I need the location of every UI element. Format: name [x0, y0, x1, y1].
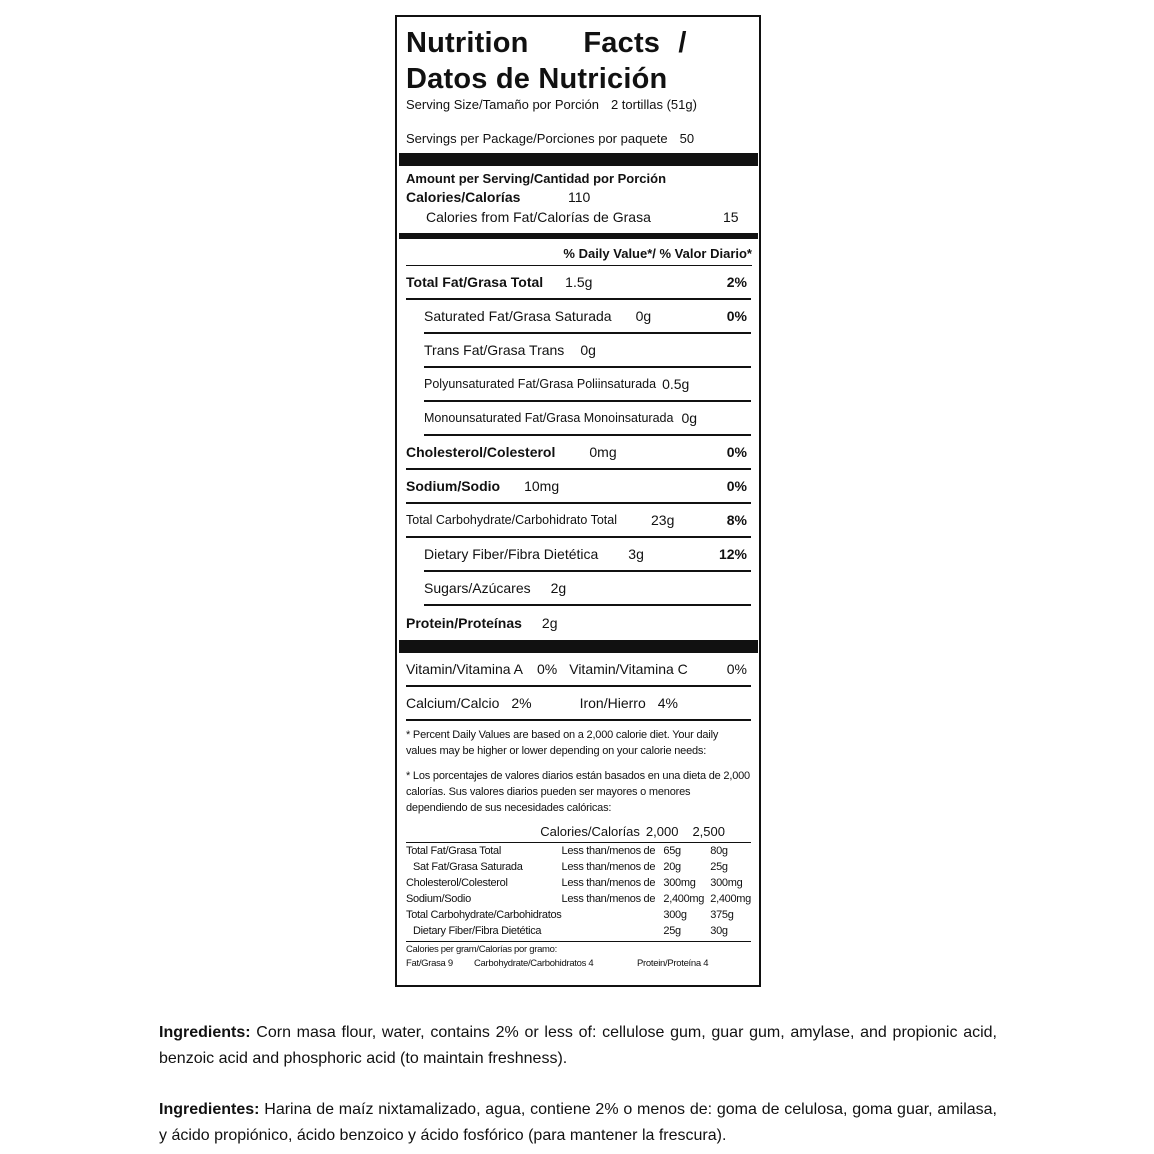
serving-size-value: 2 tortillas (51g): [610, 97, 697, 112]
cholesterol-row: [406, 436, 751, 470]
trans-fat-amount: 0g: [580, 342, 596, 358]
dv-row-qualifier: Less than/menos de: [561, 861, 656, 873]
dv-row-2500: 25g: [710, 861, 728, 873]
total-fat-label: Total Fat/Grasa Total: [406, 274, 544, 290]
iron-label: Iron/Hierro: [579, 695, 646, 711]
dv-table-row: [406, 875, 751, 891]
dv-table-row: [406, 907, 751, 923]
dv-row-name: Dietary Fiber/Fibra Dietética: [413, 925, 542, 937]
dv-row-2500: 30g: [710, 925, 728, 937]
polyunsaturated-fat-label: Polyunsaturated Fat/Grasa Poliinsaturada: [424, 377, 657, 391]
title-line-2: Datos de Nutrición: [406, 63, 668, 95]
dv-row-name: Sat Fat/Grasa Saturada: [413, 861, 523, 873]
servings-per-package: [406, 131, 751, 147]
dietary-fiber-pct: 12%: [718, 546, 747, 562]
ingredients-spanish-text: Harina de maíz nixtamalizado, agua, contiene 2% o menos de: goma de celulosa, goma guar, amilasa, y ácido propiónico, ácido benzoico y ácido fosfórico (para mantener la frescura).: [159, 1101, 997, 1144]
dv-row-qualifier: Less than/menos de: [561, 893, 656, 905]
daily-value-table: [406, 843, 751, 939]
monounsaturated-fat-amount: 0g: [681, 410, 698, 426]
sodium-label: Sodium/Sodio: [406, 478, 501, 494]
dv-row-qualifier: [562, 923, 664, 939]
sodium-row: [406, 470, 751, 504]
monounsaturated-fat-label: Monounsaturated Fat/Grasa Monoinsaturada: [424, 411, 674, 425]
trans-fat-row: [424, 334, 751, 368]
vitamin-row: [406, 653, 751, 687]
dv-table-header: [406, 824, 751, 843]
vitamin-a-value: 0%: [537, 661, 558, 677]
footnote-es: * Los porcentajes de valores diarios están basados en una dieta de 2,000 calorías. Sus valores diarios pueden ser mayores o menores dependiendo de sus necesidades calóricas:: [406, 770, 750, 814]
saturated-fat-label: Saturated Fat/Grasa Saturada: [424, 308, 612, 324]
total-carbohydrate-amount: 23g: [651, 512, 675, 528]
ingredients-english-label: Ingredients:: [159, 1024, 251, 1041]
protein-amount: 2g: [541, 615, 558, 631]
dv-table-row: [406, 923, 751, 939]
dv-row-2000: 20g: [663, 861, 681, 873]
dv-table-row: [406, 843, 751, 859]
total-carbohydrate-label: Total Carbohydrate/Carbohidrato Total: [406, 513, 618, 527]
polyunsaturated-fat-row: [424, 368, 751, 402]
ingredients-spanish-label: Ingredientes:: [159, 1101, 260, 1118]
dv-table-header-2000: 2,000: [645, 824, 679, 839]
dv-row-2000: 25g: [663, 925, 681, 937]
sugars-amount: 2g: [550, 580, 567, 596]
dietary-fiber-amount: 3g: [628, 546, 644, 562]
total-carbohydrate-row: [406, 504, 751, 538]
calories-per-gram-title: Calories per gram/Calorías por gramo:: [406, 944, 557, 955]
daily-value-header: % Daily Value*/ % Valor Diario*: [406, 242, 752, 266]
calories-from-fat-value: 15: [723, 209, 739, 225]
cholesterol-amount: 0mg: [589, 444, 617, 460]
calories-per-gram-values: [406, 957, 751, 971]
dv-row-name: Total Carbohydrate/Carbohidratos: [406, 909, 562, 921]
serving-size-label: Serving Size/Tamaño por Porción: [406, 97, 599, 112]
vitamin-a-label: Vitamin/Vitamina A: [406, 661, 523, 677]
total-carbohydrate-pct: 8%: [726, 512, 747, 528]
servings-per-package-value: 50: [679, 131, 695, 146]
cholesterol-pct: 0%: [726, 444, 747, 460]
dv-row-2500: 375g: [710, 909, 734, 921]
calcium-label: Calcium/Calcio: [406, 695, 500, 711]
title-line-1: Nutrition Facts /: [406, 27, 687, 59]
footnote: [406, 727, 751, 816]
monounsaturated-fat-row: [424, 402, 751, 436]
dv-row-name: Total Fat/Grasa Total: [406, 845, 501, 857]
sugars-label: Sugars/Azúcares: [424, 580, 531, 596]
mineral-row: [406, 687, 751, 721]
sodium-pct: 0%: [726, 478, 747, 494]
dv-row-qualifier: [562, 907, 664, 923]
cholesterol-label: Cholesterol/Colesterol: [406, 444, 556, 460]
ingredients-english: [159, 1020, 997, 1072]
dv-table-row: [406, 891, 751, 907]
saturated-fat-pct: 0%: [726, 308, 747, 324]
calories-per-gram: [406, 941, 751, 971]
per-gram-carb: Carbohydrate/Carbohidratos 4: [474, 958, 594, 969]
dv-table-row: [406, 859, 751, 875]
dv-row-qualifier: Less than/menos de: [561, 877, 656, 889]
dv-row-qualifier: Less than/menos de: [561, 845, 656, 857]
sodium-amount: 10mg: [524, 478, 560, 494]
protein-label: Protein/Proteínas: [406, 615, 522, 631]
calories-row: [406, 187, 751, 207]
total-fat-pct: 2%: [726, 274, 747, 290]
total-fat-amount: 1.5g: [565, 274, 593, 290]
dietary-fiber-label: Dietary Fiber/Fibra Dietética: [424, 546, 599, 562]
dietary-fiber-row: [424, 538, 751, 572]
ingredients-english-text: Corn masa flour, water, contains 2% or less of: cellulose gum, guar gum, amylase, and propionic acid, benzoic acid and phosphoric acid (to maintain freshness).: [159, 1024, 997, 1067]
calories-label: Calories/Calorías: [406, 189, 521, 205]
dv-row-2000: 300mg: [663, 877, 696, 889]
dv-row-name: Cholesterol/Colesterol: [406, 877, 508, 889]
dv-row-2500: 300mg: [710, 877, 743, 889]
dv-table-header-2500: 2,500: [692, 824, 725, 839]
nutrition-facts-panel: [395, 15, 761, 987]
iron-value: 4%: [657, 695, 678, 711]
calcium-value: 2%: [511, 695, 532, 711]
total-fat-row: [406, 266, 751, 300]
saturated-fat-row: [424, 300, 751, 334]
dv-table-header-label: Calories/Calorías: [540, 824, 640, 839]
protein-row: [406, 606, 751, 640]
ingredients-spanish: [159, 1097, 997, 1149]
thick-divider-2: [399, 640, 758, 653]
footnote-en: * Percent Daily Values are based on a 2,000 calorie diet. Your daily values may be higher or lower depending on your calorie needs:: [406, 729, 719, 757]
dv-row-2000: 300g: [663, 909, 687, 921]
per-gram-fat: Fat/Grasa 9: [406, 958, 453, 969]
vitamin-c-label: Vitamin/Vitamina C: [569, 661, 688, 677]
servings-per-package-label: Servings per Package/Porciones por paquete: [406, 131, 668, 146]
per-gram-protein: Protein/Proteína 4: [637, 958, 709, 969]
sugars-row: [424, 572, 751, 606]
saturated-fat-amount: 0g: [635, 308, 652, 324]
amount-per-serving: Amount per Serving/Cantidad por Porción: [406, 171, 667, 186]
trans-fat-label: Trans Fat/Grasa Trans: [424, 342, 565, 358]
medium-divider: [399, 233, 758, 239]
polyunsaturated-fat-amount: 0.5g: [662, 376, 690, 392]
vitamin-c-value: 0%: [726, 661, 747, 677]
dv-row-2000: 65g: [663, 845, 681, 857]
calories-from-fat-row: [406, 207, 751, 227]
thick-divider: [399, 153, 758, 166]
dv-row-2500: 80g: [710, 845, 728, 857]
calories-from-fat-label: Calories from Fat/Calorías de Grasa: [426, 209, 651, 225]
panel-title: [406, 26, 751, 97]
dv-row-name: Sodium/Sodio: [406, 893, 471, 905]
dv-row-2500: 2,400mg: [710, 893, 751, 905]
calories-value: 110: [568, 189, 591, 205]
dv-row-2000: 2,400mg: [663, 893, 705, 905]
serving-size: [406, 97, 751, 113]
